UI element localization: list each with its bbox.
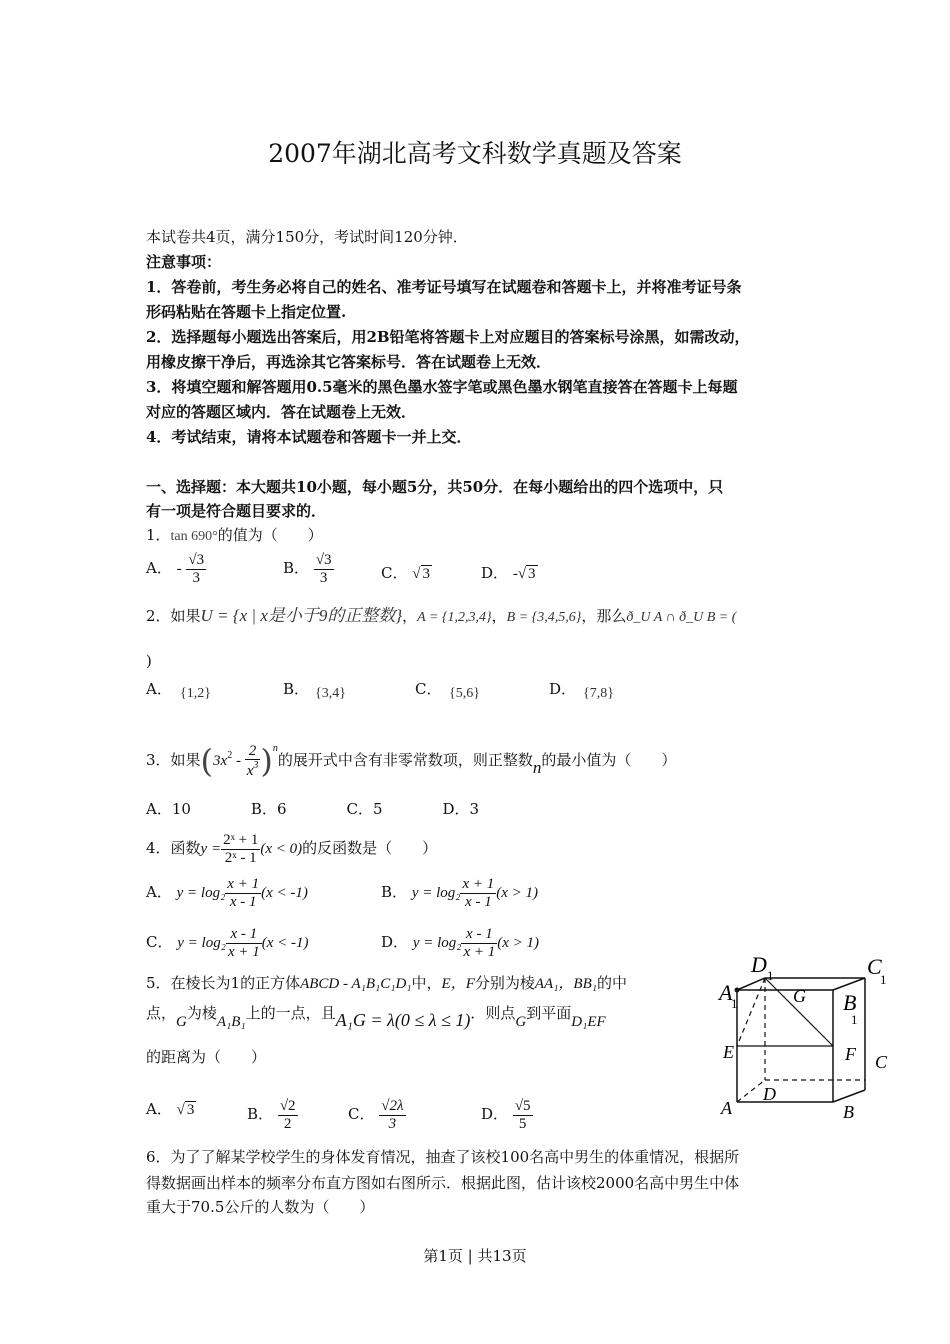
q3-fraction: $\frac{2}{x^3}$ <box>246 742 259 779</box>
notice-line-7: 4．考试结束，请将本试题卷和答题卡一并上交． <box>146 428 472 446</box>
q4-text: 的反函数是（ ） <box>302 839 438 857</box>
notice-line-6: 对应的答题区域内．答在试题卷上无效． <box>146 403 417 421</box>
q6-line-1: 6．为了了解某学校学生的身体发育情况，抽查了该校100名高中男生的体重情况，根据所 <box>146 1148 740 1166</box>
page-title: 2007年湖北高考文科数学真题及答案 <box>268 139 682 168</box>
label-e: E <box>723 1042 734 1062</box>
q2-number: 2．如果 <box>146 607 201 625</box>
q5-option-d: D． $\frac{√5}{5}$ <box>481 1098 531 1132</box>
q1-option-c <box>381 562 432 585</box>
q1-c-label: C． <box>381 564 408 582</box>
q3-text: 的展开式中含有非零常数项，则正整数 <box>277 751 533 769</box>
q2-comma-2: ， <box>491 607 507 625</box>
q6-line-2: 得数据画出样本的频率分布直方图如右图所示．根据此图，估计该校2000名高中男生中体 <box>146 1174 740 1192</box>
q1-option-d <box>481 562 538 585</box>
q1-a-sign: - <box>176 561 182 577</box>
q1-expression: tan 690° <box>170 529 218 544</box>
q6-line-3: 重大于70.5公斤的人数为（ ） <box>146 1198 375 1216</box>
notice-line-2: 形码粘贴在答题卡上指定位置. <box>146 303 347 321</box>
question-2 <box>146 605 736 629</box>
q5-edges: AA₁，BB₁ <box>534 976 597 992</box>
q4-fraction: $\frac{\text{2ˣ + 1}}{\text{2ˣ - 1}}$ <box>223 832 259 866</box>
q2-close-paren: ) <box>146 652 152 670</box>
q5-ef: E，F <box>441 976 475 992</box>
notice-line-5: 3．将填空题和解答题用0.5毫米的黑色墨水签字笔或黑色墨水钢笔直接答在答题卡上每题 <box>146 378 738 396</box>
section-heading-line-1: 一、选择题：本大题共10小题，每小题5分，共50分．在每小题给出的四个选项中，只 <box>146 478 724 496</box>
label-a1: A <box>719 980 733 1005</box>
label-a1-sub: 1 <box>731 996 738 1011</box>
question-4 <box>146 832 437 866</box>
q3-variable: n <box>532 758 542 777</box>
label-d: D <box>763 1084 776 1104</box>
q2-a-value: {1,2} <box>180 686 211 701</box>
intro-text: 本试卷共4页，满分150分，考试时间120分钟． <box>146 228 468 246</box>
notice-line-4: 用橡皮擦干净后，再选涂其它答案标号．答在试题卷上无效． <box>146 353 552 371</box>
section-heading-line-2: 有一项是符合题目要求的． <box>146 502 327 520</box>
notice-heading: 注意事项： <box>146 253 222 271</box>
q2-option-a: A． <box>146 680 172 698</box>
label-c1-sub: 1 <box>880 972 887 987</box>
notice-line-1: 1．答卷前，考生务必将自己的姓名、准考证号填写在试题卷和答题卡上，并将准考证号条 <box>146 278 742 296</box>
q5-g-2: G <box>515 1014 527 1030</box>
question-3: 3．如果($3x^2$ - $\frac{2}{x^3}$ )$^n$的展开式中含有非零常数项，则正整数n的最小值为（ ） <box>146 742 677 780</box>
q1-d-label: D． <box>481 564 509 582</box>
q3-number: 3．如果 <box>146 751 201 769</box>
q1-text: 的值为（ ） <box>217 526 323 544</box>
q1-c-value: √ 3 <box>412 566 430 582</box>
question-1 <box>146 524 323 548</box>
q2-tail: ，那么 <box>581 607 627 625</box>
q1-a-fraction: $\frac{√3}{3}$ <box>188 552 205 586</box>
q4-lhs: y = <box>200 841 222 857</box>
q1-option-b <box>283 552 334 586</box>
q4-option-b: B． y = log₂ $\frac{x + 1}{x - 1}$ (x > 1) <box>381 876 539 910</box>
q3-options: A．10 B．6 C．5 D．3 <box>146 800 480 818</box>
q1-d-sign: - <box>512 566 518 582</box>
q4-number: 4．函数 <box>146 839 201 857</box>
label-d1: D <box>751 952 767 977</box>
q5-option-c: C． $\frac{√2\lambda}{3}$ <box>348 1098 404 1132</box>
q4-option-c: C． y = log₂ $\frac{x - 1}{x + 1}$ (x < -1) <box>146 926 309 960</box>
q4-option-a: A． y = log₂ $\frac{x + 1}{x - 1}$ (x < -1) <box>146 876 308 910</box>
q2-comma-1: ， <box>402 607 418 625</box>
point-a1 <box>735 988 740 993</box>
q2-b-set: B = {3,4,5,6} <box>506 610 582 625</box>
q5-option-a: A． √ 3 <box>146 1100 195 1118</box>
edge-ad-hidden <box>737 1080 765 1102</box>
q1-option-a <box>146 552 206 586</box>
label-b: B <box>843 1102 854 1122</box>
q2-option-b: B． <box>283 680 310 698</box>
q2-c-value: {5,6} <box>449 686 480 701</box>
q2-b-value: {3,4} <box>315 686 346 701</box>
label-c1: C <box>867 954 882 979</box>
q2-expression: ð_U A ∩ ð_U B = ( <box>626 610 737 625</box>
label-d1-sub: 1 <box>767 968 774 983</box>
q3-text-2: 的最小值为（ ） <box>541 751 677 769</box>
q2-d-value: {7,8} <box>583 686 614 701</box>
q1-a-label: A． <box>146 559 172 577</box>
q5-g: G <box>176 1014 187 1030</box>
notice-line-3: 2．选择题每小题选出答案后，用2B铅笔将答题卡上对应题目的答案标号涂黑，如需改动， <box>146 328 750 346</box>
q5-line-2: 点，G为棱A₁B₁上的一点，且A₁G = λ(0 ≤ λ ≤ 1)．则点G到平面D₁EF <box>146 1004 606 1030</box>
q3-base: 3x <box>213 753 228 769</box>
q4-condition: (x < 0) <box>260 841 303 857</box>
q3-exponent: n <box>272 743 278 754</box>
q1-number: 1． <box>146 526 171 544</box>
cube-figure <box>715 950 895 1125</box>
q4-option-d: D． y = log₂ $\frac{x - 1}{x + 1}$ (x > 1) <box>381 926 540 960</box>
q1-d-value: √ 3 <box>517 566 536 582</box>
q5-cube: ABCD - A₁B₁C₁D₁ <box>300 976 412 992</box>
q5-condition: A₁G = λ(0 ≤ λ ≤ 1) <box>335 1010 471 1030</box>
q5-line-1: 5．在棱长为1的正方体ABCD - A₁B₁C₁D₁中，E，F分别为棱AA₁，BB₁的中 <box>146 974 627 992</box>
q5-a1b1: A₁B₁ <box>216 1014 246 1030</box>
edge-bc <box>833 1090 865 1102</box>
label-g: G <box>793 986 806 1006</box>
q2-u-set: U = {x | x是小于9的正整数} <box>200 606 403 625</box>
label-b1: B <box>843 990 857 1015</box>
q1-b-fraction: $\frac{√3}{3}$ <box>315 552 332 586</box>
q2-option-d: D． <box>549 680 577 698</box>
label-b1-sub: 1 <box>851 1012 858 1027</box>
label-a: A <box>721 1098 732 1118</box>
q1-b-label: B． <box>283 559 310 577</box>
q2-option-c: C． <box>415 680 442 698</box>
q5-plane: D₁EF <box>571 1014 606 1030</box>
label-c: C <box>875 1052 888 1072</box>
q2-a-set: A = {1,2,3,4} <box>417 610 492 625</box>
q5-line-3: 的距离为（ ） <box>146 1048 267 1066</box>
edge-b1c1 <box>833 978 865 990</box>
label-f: F <box>845 1044 856 1064</box>
page-footer: 第1页 | 共13页 <box>423 1247 527 1265</box>
q5-option-b: B． $\frac{√2}{2}$ <box>247 1098 296 1132</box>
q3-minus: - <box>232 753 245 769</box>
